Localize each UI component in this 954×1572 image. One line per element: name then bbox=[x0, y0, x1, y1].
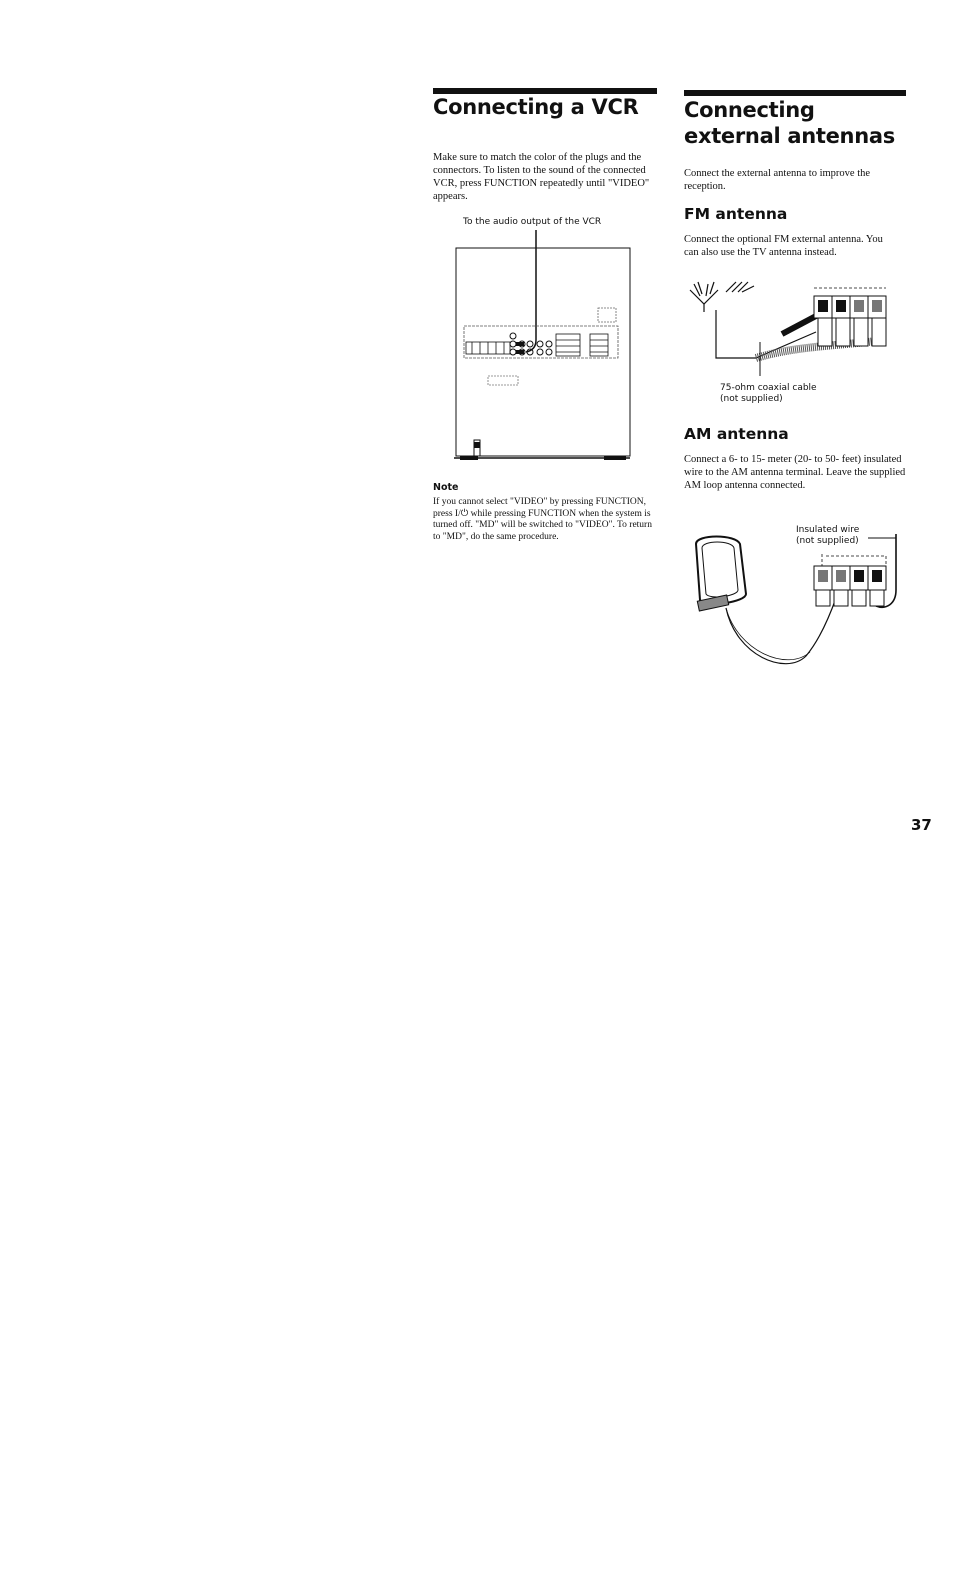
vcr-title: Connecting a VCR bbox=[433, 95, 639, 119]
vcr-connection-diagram bbox=[450, 228, 640, 468]
fm-cable-caption-2: (not supplied) bbox=[720, 394, 783, 404]
fm-cable-caption-1: 75-ohm coaxial cable bbox=[720, 383, 817, 393]
antennas-intro: Connect the external antenna to improve the reception. bbox=[684, 168, 871, 192]
vcr-note-heading: Note bbox=[433, 482, 459, 493]
fm-antenna-heading: FM antenna bbox=[684, 205, 788, 223]
antennas-title-rule bbox=[684, 90, 906, 96]
am-wire-caption-1: Insulated wire bbox=[796, 525, 860, 535]
page-number: 37 bbox=[911, 816, 932, 834]
vcr-diagram-caption: To the audio output of the VCR bbox=[463, 217, 602, 227]
fm-antenna-diagram bbox=[686, 276, 896, 376]
am-antenna-heading: AM antenna bbox=[684, 425, 789, 443]
vcr-note-text: If you cannot select "VIDEO" by pressing FUNCTION, press I/⏻ while pressing FUNCTION when the system is turned off. "MD" will be switched to "VIDEO". To return to "MD", do the same procedure. bbox=[433, 497, 652, 542]
am-wire-caption-2: (not supplied) bbox=[796, 536, 859, 546]
antennas-title: Connecting external antennas bbox=[684, 98, 895, 148]
am-antenna-text: Connect a 6- to 15- meter (20- to 50- feet) insulated wire to the AM antenna terminal. Leave the supplied AM loop antenna connected. bbox=[684, 454, 906, 491]
vcr-intro: Make sure to match the color of the plugs and the connectors. To listen to the sound of the connected VCR, press FUNCTION repeatedly until "VIDEO" appears. bbox=[433, 152, 650, 202]
fm-antenna-text: Connect the optional FM external antenna. You can also use the TV antenna instead. bbox=[684, 234, 883, 258]
am-antenna-diagram bbox=[686, 526, 910, 676]
